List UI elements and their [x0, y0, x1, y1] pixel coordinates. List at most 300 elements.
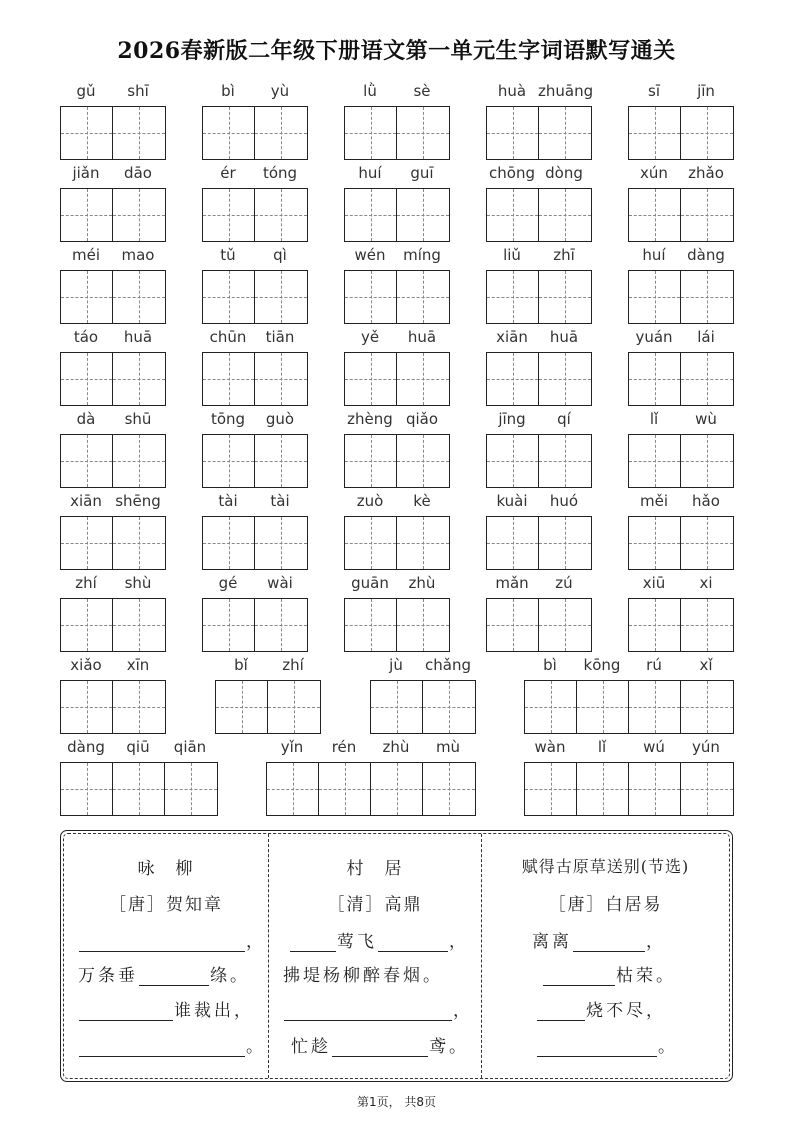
tianzige-box	[60, 434, 166, 488]
character-cell[interactable]	[487, 599, 539, 651]
pinyin-label: kuài	[496, 492, 528, 510]
answer-blank[interactable]	[573, 934, 645, 952]
character-cell[interactable]	[255, 435, 307, 487]
tianzige-box	[202, 434, 308, 488]
word-group	[370, 654, 476, 734]
character-cell[interactable]	[539, 599, 591, 651]
word-group	[60, 326, 166, 406]
pinyin-label: mao	[121, 246, 155, 264]
character-cell[interactable]	[397, 189, 449, 241]
word-group	[202, 162, 308, 242]
pinyin-row	[344, 408, 450, 430]
character-cell[interactable]	[113, 599, 165, 651]
pinyin-row	[60, 736, 218, 758]
pinyin-label: chōng	[489, 164, 535, 182]
word-group	[628, 408, 734, 488]
character-cell[interactable]	[539, 353, 591, 405]
pinyin-label: zhèng	[347, 410, 393, 428]
poem-line: 。	[536, 1033, 678, 1057]
pinyin-label: hǎo	[692, 492, 720, 510]
pinyin-label: mǎn	[495, 574, 529, 592]
pinyin-label: chǎng	[425, 656, 471, 674]
character-cell[interactable]	[539, 107, 591, 159]
pinyin-label: yún	[692, 738, 720, 756]
character-cell[interactable]	[255, 599, 307, 651]
pinyin-row	[202, 162, 308, 184]
pinyin-label: qiān	[173, 738, 207, 756]
answer-blank[interactable]	[79, 1039, 245, 1057]
pinyin-label: měi	[639, 492, 668, 510]
page-title: 2026春新版二年级下册语文第一单元生字词语默写通关	[117, 38, 676, 64]
pinyin-label: lǐ	[597, 738, 607, 756]
pinyin-row	[202, 572, 308, 594]
character-cell[interactable]	[113, 189, 165, 241]
pinyin-row	[486, 162, 592, 184]
character-cell[interactable]	[61, 107, 113, 159]
pinyin-label: jīn	[697, 82, 715, 100]
pinyin-label: zhuāng	[538, 82, 594, 100]
tianzige-box	[344, 516, 450, 570]
answer-blank[interactable]	[537, 1039, 657, 1057]
character-cell[interactable]	[203, 353, 255, 405]
answer-blank[interactable]	[284, 1003, 452, 1021]
character-cell[interactable]	[61, 435, 113, 487]
tianzige-box	[215, 680, 321, 734]
character-cell[interactable]	[345, 189, 397, 241]
character-cell[interactable]	[525, 763, 577, 815]
pinyin-row	[344, 490, 450, 512]
character-cell[interactable]	[113, 435, 165, 487]
pinyin-label: guī	[410, 164, 434, 182]
poem-line: 谁裁出，	[78, 997, 254, 1021]
character-cell[interactable]	[423, 681, 475, 733]
pinyin-row	[628, 80, 734, 102]
character-cell[interactable]	[539, 517, 591, 569]
character-cell[interactable]	[629, 599, 681, 651]
pinyin-label: zhǎo	[688, 164, 724, 182]
pinyin-label: tài	[270, 492, 290, 510]
tianzige-box	[486, 270, 592, 324]
tianzige-box	[486, 106, 592, 160]
pinyin-row	[486, 244, 592, 266]
character-cell[interactable]	[113, 517, 165, 569]
word-group	[60, 490, 166, 570]
tianzige-box	[344, 352, 450, 406]
poem-author: ［唐］白居易	[548, 895, 663, 915]
pinyin-row	[628, 326, 734, 348]
character-cell[interactable]	[629, 189, 681, 241]
word-group	[486, 80, 592, 160]
character-cell[interactable]	[165, 763, 217, 815]
pinyin-label: dàng	[67, 738, 105, 756]
character-cell[interactable]	[487, 435, 539, 487]
character-cell[interactable]	[397, 353, 449, 405]
tianzige-box	[266, 762, 476, 816]
pinyin-label: tiān	[265, 328, 295, 346]
character-cell[interactable]	[371, 763, 423, 815]
pinyin-label: dàng	[687, 246, 725, 264]
character-cell[interactable]	[319, 763, 371, 815]
pinyin-label: yuán	[635, 328, 673, 346]
word-group	[486, 326, 592, 406]
pinyin-label: gǔ	[76, 82, 96, 100]
poem-section	[60, 830, 733, 1082]
word-group	[486, 162, 592, 242]
pinyin-label: zú	[555, 574, 573, 592]
pinyin-label: zhí	[282, 656, 304, 674]
tianzige-box	[202, 270, 308, 324]
word-group	[266, 736, 476, 816]
pinyin-label: xǐ	[699, 656, 713, 674]
character-cell[interactable]	[203, 517, 255, 569]
character-cell[interactable]	[681, 353, 733, 405]
character-cell[interactable]	[345, 271, 397, 323]
character-cell[interactable]	[113, 271, 165, 323]
word-group	[60, 162, 166, 242]
answer-blank[interactable]	[537, 1003, 585, 1021]
pinyin-label: wàn	[534, 738, 566, 756]
character-cell[interactable]	[681, 517, 733, 569]
character-cell[interactable]	[345, 435, 397, 487]
character-cell[interactable]	[203, 189, 255, 241]
character-cell[interactable]	[61, 599, 113, 651]
pinyin-row	[486, 490, 592, 512]
pinyin-label: ér	[220, 164, 236, 182]
word-group	[202, 490, 308, 570]
poem-line: 万条垂 绦。	[78, 966, 250, 986]
pinyin-row	[60, 80, 166, 102]
character-cell[interactable]	[113, 353, 165, 405]
character-cell[interactable]	[577, 681, 629, 733]
pinyin-label: tōng	[210, 410, 246, 428]
character-cell[interactable]	[255, 517, 307, 569]
pinyin-label: sè	[413, 82, 431, 100]
character-cell[interactable]	[61, 353, 113, 405]
pinyin-row	[60, 654, 166, 676]
pinyin-label: huā	[549, 328, 579, 346]
word-group	[486, 244, 592, 324]
pinyin-row	[202, 80, 308, 102]
character-cell[interactable]	[681, 271, 733, 323]
character-cell[interactable]	[255, 189, 307, 241]
character-cell[interactable]	[629, 107, 681, 159]
pinyin-label: qì	[273, 246, 287, 264]
tianzige-box	[60, 352, 166, 406]
character-cell[interactable]	[203, 107, 255, 159]
character-cell[interactable]	[487, 107, 539, 159]
tianzige-box	[486, 516, 592, 570]
character-cell[interactable]	[539, 271, 591, 323]
character-cell[interactable]	[61, 517, 113, 569]
character-cell[interactable]	[216, 681, 268, 733]
word-group	[60, 244, 166, 324]
word-group	[486, 490, 592, 570]
pinyin-label: xiū	[642, 574, 666, 592]
character-cell[interactable]	[487, 271, 539, 323]
pinyin-label: xiān	[70, 492, 102, 510]
character-cell[interactable]	[487, 517, 539, 569]
character-cell[interactable]	[681, 681, 733, 733]
character-cell[interactable]	[255, 353, 307, 405]
tianzige-box	[628, 188, 734, 242]
tianzige-box	[486, 598, 592, 652]
poem-line: 忙趁 鸢。	[291, 1037, 469, 1057]
character-cell[interactable]	[423, 763, 475, 815]
character-cell[interactable]	[681, 435, 733, 487]
pinyin-label: shù	[124, 574, 152, 592]
word-group	[524, 736, 734, 816]
character-cell[interactable]	[345, 107, 397, 159]
tianzige-box	[344, 106, 450, 160]
word-group	[202, 572, 308, 652]
pinyin-row	[628, 408, 734, 430]
poem-yong-liu	[64, 834, 269, 1078]
answer-blank[interactable]	[332, 1039, 428, 1057]
pinyin-row	[60, 408, 166, 430]
pinyin-label: dà	[76, 410, 96, 428]
pinyin-row	[60, 572, 166, 594]
pinyin-label: xiǎo	[70, 656, 102, 674]
word-group	[344, 490, 450, 570]
pinyin-label: wén	[354, 246, 386, 264]
pinyin-label: míng	[403, 246, 441, 264]
tianzige-box	[628, 106, 734, 160]
character-cell[interactable]	[681, 189, 733, 241]
tianzige-box	[202, 516, 308, 570]
character-cell[interactable]	[397, 435, 449, 487]
pinyin-label: huā	[407, 328, 437, 346]
character-cell[interactable]	[113, 763, 165, 815]
character-cell[interactable]	[345, 517, 397, 569]
tianzige-box	[486, 434, 592, 488]
pinyin-label: bì	[221, 82, 235, 100]
tianzige-box	[60, 680, 166, 734]
poem-line: 拂堤杨柳醉春烟。	[283, 966, 443, 986]
pinyin-label: liǔ	[503, 246, 521, 264]
pinyin-label: wài	[267, 574, 293, 592]
pinyin-row	[628, 490, 734, 512]
character-cell[interactable]	[397, 599, 449, 651]
character-cell[interactable]	[203, 271, 255, 323]
pinyin-label: guān	[351, 574, 389, 592]
character-cell[interactable]	[61, 763, 113, 815]
character-cell[interactable]	[525, 681, 577, 733]
pinyin-label: xi	[699, 574, 713, 592]
pinyin-label: mù	[435, 738, 461, 756]
poem-line: 烧不尽，	[536, 997, 666, 1021]
pinyin-row	[60, 490, 166, 512]
pinyin-row	[628, 162, 734, 184]
tianzige-box	[202, 352, 308, 406]
pinyin-label: zuò	[356, 492, 384, 510]
word-group	[628, 162, 734, 242]
pinyin-label: qiǎo	[405, 410, 439, 428]
tianzige-box	[344, 270, 450, 324]
page-number: 第1页， 共8页	[356, 1095, 437, 1109]
pinyin-label: dòng	[545, 164, 583, 182]
pinyin-label: méi	[71, 246, 100, 264]
character-cell[interactable]	[629, 517, 681, 569]
character-cell[interactable]	[397, 517, 449, 569]
poem-author: ［清］高鼎	[327, 895, 423, 915]
pinyin-label: qí	[557, 410, 571, 428]
pinyin-row	[344, 162, 450, 184]
pinyin-row	[524, 736, 734, 758]
character-cell[interactable]	[629, 271, 681, 323]
answer-blank[interactable]	[79, 934, 245, 952]
tianzige-box	[628, 270, 734, 324]
word-group	[344, 572, 450, 652]
tianzige-box	[60, 598, 166, 652]
character-cell[interactable]	[203, 435, 255, 487]
pinyin-row	[215, 654, 321, 676]
pinyin-label: wú	[643, 738, 665, 756]
pinyin-row	[202, 326, 308, 348]
pinyin-label: huí	[358, 164, 382, 182]
pinyin-label: gé	[218, 574, 238, 592]
tianzige-box	[524, 762, 734, 816]
pinyin-label: dāo	[124, 164, 152, 182]
word-group	[202, 244, 308, 324]
pinyin-row	[486, 326, 592, 348]
answer-blank[interactable]	[139, 968, 209, 986]
word-group	[628, 490, 734, 570]
character-cell[interactable]	[61, 189, 113, 241]
poem-fu-de-gu-yuan-cao	[482, 834, 729, 1078]
pinyin-label: bì	[543, 656, 557, 674]
answer-blank[interactable]	[543, 968, 615, 986]
pinyin-label: yǐn	[280, 738, 304, 756]
tianzige-box	[486, 188, 592, 242]
tianzige-box	[60, 516, 166, 570]
tianzige-box	[628, 598, 734, 652]
character-cell[interactable]	[681, 599, 733, 651]
pinyin-label: bǐ	[234, 656, 248, 674]
pinyin-label: kè	[413, 492, 431, 510]
tianzige-box	[202, 598, 308, 652]
pinyin-label: huà	[497, 82, 527, 100]
pinyin-row	[344, 572, 450, 594]
poem-title: 村 居	[346, 859, 404, 879]
tianzige-box	[60, 106, 166, 160]
pinyin-label: zhù	[382, 738, 410, 756]
pinyin-label: jīng	[498, 410, 526, 428]
word-group	[202, 326, 308, 406]
tianzige-box	[60, 270, 166, 324]
pinyin-label: wù	[695, 410, 717, 428]
pinyin-row	[628, 572, 734, 594]
pinyin-row	[60, 244, 166, 266]
word-group	[628, 572, 734, 652]
word-group	[60, 572, 166, 652]
character-cell[interactable]	[397, 107, 449, 159]
pinyin-label: zhī	[553, 246, 575, 264]
pinyin-label: tǔ	[220, 246, 236, 264]
character-cell[interactable]	[539, 189, 591, 241]
character-cell[interactable]	[113, 681, 165, 733]
pinyin-label: sī	[648, 82, 660, 100]
character-cell[interactable]	[255, 107, 307, 159]
answer-blank[interactable]	[290, 934, 336, 952]
character-cell[interactable]	[629, 353, 681, 405]
poem-line: 枯荣。	[542, 962, 676, 986]
tianzige-box	[202, 188, 308, 242]
tianzige-box	[344, 188, 450, 242]
poem-line: ，	[78, 928, 266, 952]
character-cell[interactable]	[61, 271, 113, 323]
character-cell[interactable]	[487, 353, 539, 405]
pinyin-label: lái	[697, 328, 715, 346]
poem-cun-ju	[269, 834, 482, 1078]
pinyin-row	[524, 654, 734, 676]
pinyin-label: huí	[642, 246, 666, 264]
character-cell[interactable]	[255, 271, 307, 323]
answer-blank[interactable]	[378, 934, 448, 952]
tianzige-box	[486, 352, 592, 406]
character-cell[interactable]	[61, 681, 113, 733]
poem-line: 莺飞 ，	[289, 928, 469, 952]
pinyin-label: rú	[646, 656, 662, 674]
character-cell[interactable]	[681, 107, 733, 159]
character-cell[interactable]	[113, 107, 165, 159]
character-cell[interactable]	[539, 435, 591, 487]
character-cell[interactable]	[681, 763, 733, 815]
poem-title: 赋得古原草送别(节选)	[521, 857, 690, 876]
tianzige-box	[202, 106, 308, 160]
pinyin-row	[628, 244, 734, 266]
word-group	[344, 162, 450, 242]
pinyin-label: yě	[360, 328, 380, 346]
pinyin-label: qiū	[126, 738, 150, 756]
pinyin-row	[60, 162, 166, 184]
pinyin-row	[344, 80, 450, 102]
character-cell[interactable]	[577, 763, 629, 815]
pinyin-label: yù	[270, 82, 290, 100]
character-cell[interactable]	[203, 599, 255, 651]
word-group	[344, 326, 450, 406]
pinyin-label: kōng	[583, 656, 621, 674]
character-cell[interactable]	[371, 681, 423, 733]
tianzige-box	[628, 352, 734, 406]
character-cell[interactable]	[487, 189, 539, 241]
pinyin-row	[202, 244, 308, 266]
character-cell[interactable]	[629, 435, 681, 487]
tianzige-box	[60, 188, 166, 242]
character-cell[interactable]	[629, 763, 681, 815]
pinyin-label: zhí	[75, 574, 97, 592]
pinyin-label: lǜ	[363, 82, 377, 100]
pinyin-row	[344, 244, 450, 266]
character-cell[interactable]	[267, 763, 319, 815]
word-group	[202, 80, 308, 160]
pinyin-label: xīn	[126, 656, 150, 674]
word-group	[215, 654, 321, 734]
pinyin-label: jù	[389, 656, 403, 674]
pinyin-row	[486, 572, 592, 594]
pinyin-label: shū	[124, 410, 152, 428]
pinyin-label: huó	[549, 492, 579, 510]
pinyin-row	[486, 408, 592, 430]
character-cell[interactable]	[345, 599, 397, 651]
pinyin-label: shī	[127, 82, 149, 100]
character-cell[interactable]	[629, 681, 681, 733]
word-group	[486, 408, 592, 488]
character-cell[interactable]	[268, 681, 320, 733]
word-group	[628, 326, 734, 406]
character-cell[interactable]	[345, 353, 397, 405]
answer-blank[interactable]	[79, 1003, 173, 1021]
character-cell[interactable]	[397, 271, 449, 323]
